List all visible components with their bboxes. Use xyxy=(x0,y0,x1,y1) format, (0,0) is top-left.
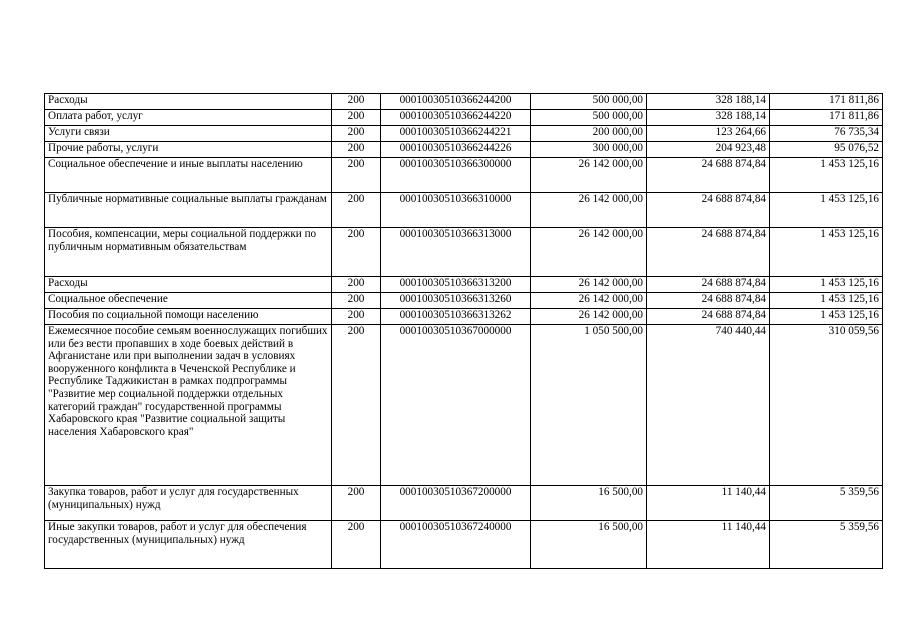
row-executed-cell: 740 440,44 xyxy=(647,325,770,486)
row-executed-cell: 24 688 874,84 xyxy=(647,158,770,193)
row-name-cell: Публичные нормативные социальные выплаты гражданам xyxy=(45,193,332,228)
table-row xyxy=(45,309,883,325)
row-line-code-cell: 200 xyxy=(332,126,381,142)
row-line-code-cell: 200 xyxy=(332,158,381,193)
row-line-code-cell: 200 xyxy=(332,309,381,325)
table-row xyxy=(45,228,883,277)
row-line-code-cell: 200 xyxy=(332,142,381,158)
row-budget-code-cell: 00010030510366313200 xyxy=(381,277,531,293)
row-name-cell: Социальное обеспечение и иные выплаты населению xyxy=(45,158,332,193)
row-executed-cell: 328 188,14 xyxy=(647,94,770,110)
row-budget-code-cell: 00010030510366313262 xyxy=(381,309,531,325)
row-approved-cell: 16 500,00 xyxy=(531,521,647,569)
table-row xyxy=(45,158,883,193)
budget-report-sheet xyxy=(44,93,883,569)
row-line-code-cell: 200 xyxy=(332,521,381,569)
row-approved-cell: 500 000,00 xyxy=(531,94,647,110)
row-executed-cell: 204 923,48 xyxy=(647,142,770,158)
row-line-code-cell: 200 xyxy=(332,293,381,309)
row-budget-code-cell: 00010030510366313000 xyxy=(381,228,531,277)
row-approved-cell: 26 142 000,00 xyxy=(531,193,647,228)
row-approved-cell: 500 000,00 xyxy=(531,110,647,126)
row-line-code-cell: 200 xyxy=(332,228,381,277)
row-name-cell: Оплата работ, услуг xyxy=(45,110,332,126)
row-budget-code-cell: 00010030510366244226 xyxy=(381,142,531,158)
row-executed-cell: 11 140,44 xyxy=(647,486,770,521)
row-line-code-cell: 200 xyxy=(332,193,381,228)
row-approved-cell: 26 142 000,00 xyxy=(531,277,647,293)
table-row xyxy=(45,521,883,569)
table-row xyxy=(45,193,883,228)
row-line-code-cell: 200 xyxy=(332,277,381,293)
row-budget-code-cell: 00010030510366244220 xyxy=(381,110,531,126)
row-name-cell: Прочие работы, услуги xyxy=(45,142,332,158)
row-name-cell: Расходы xyxy=(45,277,332,293)
row-name-cell: Расходы xyxy=(45,94,332,110)
row-remaining-cell: 1 453 125,16 xyxy=(770,277,883,293)
row-remaining-cell: 310 059,56 xyxy=(770,325,883,486)
row-line-code-cell: 200 xyxy=(332,325,381,486)
row-remaining-cell: 5 359,56 xyxy=(770,486,883,521)
row-executed-cell: 24 688 874,84 xyxy=(647,228,770,277)
table-row xyxy=(45,277,883,293)
table-row xyxy=(45,126,883,142)
row-executed-cell: 24 688 874,84 xyxy=(647,277,770,293)
row-remaining-cell: 76 735,34 xyxy=(770,126,883,142)
row-budget-code-cell: 00010030510367240000 xyxy=(381,521,531,569)
row-line-code-cell: 200 xyxy=(332,94,381,110)
row-name-cell: Ежемесячное пособие семьям военнослужащих погибших или без вести пропавших в ходе боевых действий в Афганистане или при выполнении задач в условиях вооруженного конфликта в Чеченской Республике и Республике Таджикистан в рамках подпрограммы "Развитие мер социальной поддержки отдельных категорий граждан" государственной программы Хабаровского края "Развитие социальной защиты населения Хабаровского края" xyxy=(45,325,332,486)
table-body xyxy=(45,94,883,569)
row-budget-code-cell: 00010030510366300000 xyxy=(381,158,531,193)
row-approved-cell: 16 500,00 xyxy=(531,486,647,521)
table-row xyxy=(45,142,883,158)
row-executed-cell: 24 688 874,84 xyxy=(647,193,770,228)
row-approved-cell: 26 142 000,00 xyxy=(531,309,647,325)
row-name-cell: Услуги связи xyxy=(45,126,332,142)
row-approved-cell: 1 050 500,00 xyxy=(531,325,647,486)
table-row xyxy=(45,486,883,521)
row-budget-code-cell: 00010030510367000000 xyxy=(381,325,531,486)
row-approved-cell: 26 142 000,00 xyxy=(531,293,647,309)
row-approved-cell: 300 000,00 xyxy=(531,142,647,158)
row-approved-cell: 26 142 000,00 xyxy=(531,228,647,277)
row-executed-cell: 11 140,44 xyxy=(647,521,770,569)
table-row xyxy=(45,110,883,126)
budget-execution-table xyxy=(44,93,883,569)
table-row xyxy=(45,325,883,486)
row-executed-cell: 24 688 874,84 xyxy=(647,293,770,309)
row-name-cell: Закупка товаров, работ и услуг для государственных (муниципальных) нужд xyxy=(45,486,332,521)
row-approved-cell: 200 000,00 xyxy=(531,126,647,142)
table-row xyxy=(45,94,883,110)
row-budget-code-cell: 00010030510366244200 xyxy=(381,94,531,110)
row-remaining-cell: 171 811,86 xyxy=(770,110,883,126)
row-remaining-cell: 1 453 125,16 xyxy=(770,293,883,309)
row-remaining-cell: 1 453 125,16 xyxy=(770,309,883,325)
row-name-cell: Пособия, компенсации, меры социальной поддержки по публичным нормативным обязательствам xyxy=(45,228,332,277)
row-remaining-cell: 1 453 125,16 xyxy=(770,158,883,193)
row-budget-code-cell: 00010030510366313260 xyxy=(381,293,531,309)
row-budget-code-cell: 00010030510367200000 xyxy=(381,486,531,521)
row-remaining-cell: 1 453 125,16 xyxy=(770,193,883,228)
row-executed-cell: 123 264,66 xyxy=(647,126,770,142)
row-name-cell: Социальное обеспечение xyxy=(45,293,332,309)
row-line-code-cell: 200 xyxy=(332,486,381,521)
row-remaining-cell: 1 453 125,16 xyxy=(770,228,883,277)
row-budget-code-cell: 00010030510366244221 xyxy=(381,126,531,142)
row-executed-cell: 328 188,14 xyxy=(647,110,770,126)
row-remaining-cell: 95 076,52 xyxy=(770,142,883,158)
row-approved-cell: 26 142 000,00 xyxy=(531,158,647,193)
row-remaining-cell: 5 359,56 xyxy=(770,521,883,569)
row-name-cell: Пособия по социальной помощи населению xyxy=(45,309,332,325)
row-executed-cell: 24 688 874,84 xyxy=(647,309,770,325)
row-name-cell: Иные закупки товаров, работ и услуг для обеспечения государственных (муниципальных) нужд xyxy=(45,521,332,569)
row-remaining-cell: 171 811,86 xyxy=(770,94,883,110)
table-row xyxy=(45,293,883,309)
row-budget-code-cell: 00010030510366310000 xyxy=(381,193,531,228)
row-line-code-cell: 200 xyxy=(332,110,381,126)
